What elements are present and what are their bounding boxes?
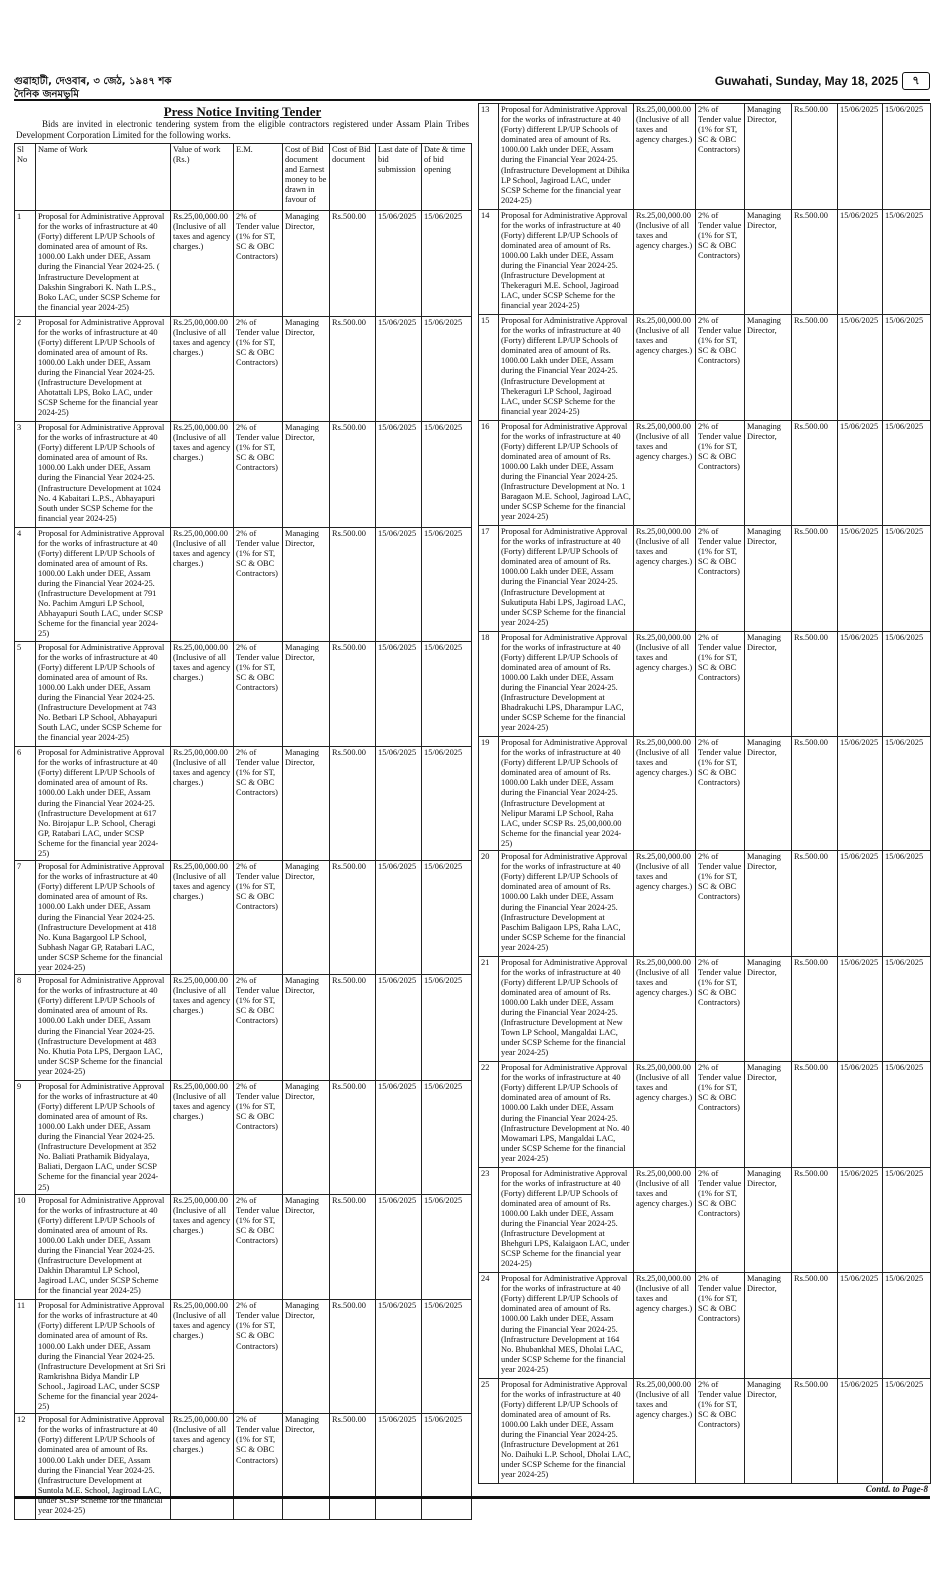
table-row <box>479 1273 931 1379</box>
cell-favour: Managing Director, <box>283 641 330 747</box>
cell-favour: Managing Director, <box>283 422 330 528</box>
cell-work: Proposal for Administrative Approval for the works of infrastructure at 40 (Forty) different LP/UP Schools of dominated area of amount of Rs. 1000.00 Lakh under DEE, Assam during the Financial Year 2024-25. (Infrastructure Development at 791 No. Pachim Amguri LP School, Abhayapuri South LAC, under SCSP Scheme for the financial year 2024-25) <box>36 527 171 641</box>
cell-em: 2% of Tender value (1% for ST, SC & OBC Contractors) <box>234 422 283 528</box>
cell-cost: Rs.500.00 <box>792 315 838 421</box>
cell-work: Proposal for Administrative Approval for the works of infrastructure at 40 (Forty) different LP/UP Schools of dominated area of amount of Rs. 1000.00 Lakh under DEE, Assam during the Financial Year 2024-25. (Infrastructure Development at 164 No. Bhubankhal MES, Dholai LAC, under SCSP Scheme for the financial year 2024-25) <box>499 1273 634 1379</box>
cell-last-date: 15/06/2025 <box>376 527 422 641</box>
cell-cost: Rs.500.00 <box>330 211 376 317</box>
cell-value: Rs.25,00,000.00 (Inclusive of all taxes and agency charges.) <box>171 211 234 317</box>
cell-opening: 15/06/2025 <box>883 737 931 851</box>
cell-value: Rs.25,00,000.00 (Inclusive of all taxes and agency charges.) <box>171 527 234 641</box>
cell-last-date: 15/06/2025 <box>376 1080 422 1194</box>
cell-sl: 20 <box>479 851 499 957</box>
table-row <box>479 737 931 851</box>
cell-opening: 15/06/2025 <box>422 861 472 975</box>
table-row <box>479 526 931 632</box>
cell-favour: Managing Director, <box>745 631 792 737</box>
cell-last-date: 15/06/2025 <box>838 1062 883 1168</box>
cell-value: Rs.25,00,000.00 (Inclusive of all taxes and agency charges.) <box>634 1167 696 1273</box>
cell-sl: 14 <box>479 209 499 315</box>
cell-value: Rs.25,00,000.00 (Inclusive of all taxes and agency charges.) <box>634 104 696 210</box>
cell-sl: 3 <box>15 422 36 528</box>
cell-cost: Rs.500.00 <box>792 1378 838 1484</box>
column-left <box>14 103 471 1520</box>
cell-opening: 15/06/2025 <box>883 315 931 421</box>
table-row <box>479 1062 931 1168</box>
cell-opening: 15/06/2025 <box>883 1273 931 1379</box>
col-header-opening: Date & time of bid opening <box>422 144 472 211</box>
cell-cost: Rs.500.00 <box>792 209 838 315</box>
cell-sl: 6 <box>15 747 36 861</box>
cell-opening: 15/06/2025 <box>883 851 931 957</box>
cell-last-date: 15/06/2025 <box>838 1378 883 1484</box>
col-header-value: Value of work (Rs.) <box>171 144 234 211</box>
cell-em: 2% of Tender value (1% for ST, SC & OBC Contractors) <box>696 1273 745 1379</box>
cell-em: 2% of Tender value (1% for ST, SC & OBC Contractors) <box>234 747 283 861</box>
cell-work: Proposal for Administrative Approval for the works of infrastructure at 40 (Forty) different LP/UP Schools of dominated area of amount of Rs. 1000.00 Lakh under DEE, Assam during the Financial Year 2024-25. (Infrastructure Development at 352 No. Baliati Prathamik Bidyalaya, Baliati, Dergaon LAC, under SCSP Scheme for the financial year 2024-25) <box>36 1080 171 1194</box>
cell-opening: 15/06/2025 <box>422 211 472 317</box>
col-header-last-date: Last date of bid submission <box>376 144 422 211</box>
table-row <box>15 747 472 861</box>
cell-em: 2% of Tender value (1% for ST, SC & OBC Contractors) <box>696 1378 745 1484</box>
cell-cost: Rs.500.00 <box>792 420 838 526</box>
table-row <box>15 861 472 975</box>
cell-work: Proposal for Administrative Approval for the works of infrastructure at 40 (Forty) different LP/UP Schools of dominated area of amount of Rs. 1000.00 Lakh under DEE, Assam during the Financial Year 2024-25. (Infrastructure Development at No. 40 Mowamari LPS, Mangaldai LAC, under SCSP Scheme for the financial year 2024-25) <box>499 1062 634 1168</box>
cell-cost: Rs.500.00 <box>330 641 376 747</box>
cell-value: Rs.25,00,000.00 (Inclusive of all taxes and agency charges.) <box>171 1080 234 1194</box>
cell-value: Rs.25,00,000.00 (Inclusive of all taxes and agency charges.) <box>171 1300 234 1414</box>
cell-work: Proposal for Administrative Approval for the works of infrastructure at 40 (Forty) different LP/UP Schools of dominated area of amount of Rs. 1000.00 Lakh under DEE, Assam during the Financial Year 2024-25. (Infrastructure Development at New Town LP School, Mangaldai LAC, under SCSP Scheme for the financial year 2024-25) <box>499 956 634 1062</box>
cell-sl: 1 <box>15 211 36 317</box>
cell-em: 2% of Tender value (1% for ST, SC & OBC Contractors) <box>234 641 283 747</box>
continued-note: Contd. to Page-8 <box>865 1484 928 1495</box>
cell-value: Rs.25,00,000.00 (Inclusive of all taxes and agency charges.) <box>171 422 234 528</box>
cell-last-date: 15/06/2025 <box>376 211 422 317</box>
cell-sl: 24 <box>479 1273 499 1379</box>
cell-last-date: 15/06/2025 <box>376 861 422 975</box>
cell-work: Proposal for Administrative Approval for the works of infrastructure at 40 (Forty) different LP/UP Schools of dominated area of amount of Rs. 1000.00 Lakh under DEE, Assam during the Financial Year 2024-25. (Infrastructure Development at Dakhin Dharamtul LP School, Jagiroad LAC, under SCSP Scheme for the financial year 2024-25) <box>36 1194 171 1300</box>
cell-last-date: 15/06/2025 <box>838 315 883 421</box>
cell-work: Proposal for Administrative Approval for the works of infrastructure at 40 (Forty) different LP/UP Schools of dominated area of amount of Rs. 1000.00 Lakh under DEE, Assam during the Financial Year 2024-25. (Infrastructure Development at Thekeraguri M.E. School, Jagiroad LAC, under SCSP Scheme for the financial year 2024-25) <box>499 209 634 315</box>
cell-favour: Managing Director, <box>745 104 792 210</box>
table-body-right <box>479 104 931 1484</box>
cell-last-date: 15/06/2025 <box>376 1300 422 1414</box>
cell-sl: 9 <box>15 1080 36 1194</box>
cell-last-date: 15/06/2025 <box>376 1194 422 1300</box>
cell-last-date: 15/06/2025 <box>838 526 883 632</box>
cell-em: 2% of Tender value (1% for ST, SC & OBC Contractors) <box>234 1194 283 1300</box>
cell-opening: 15/06/2025 <box>422 975 472 1081</box>
table-row <box>479 209 931 315</box>
cell-last-date: 15/06/2025 <box>838 851 883 957</box>
cell-sl: 12 <box>15 1414 36 1520</box>
cell-favour: Managing Director, <box>745 315 792 421</box>
cell-sl: 8 <box>15 975 36 1081</box>
cell-work: Proposal for Administrative Approval for the works of infrastructure at 40 (Forty) different LP/UP Schools of dominated area of amount of Rs. 1000.00 Lakh under DEE, Assam during the Financial Year 2024-25. (Infrastructure Development at 1024 No. 4 Kabaitari L.P.S., Abhayapuri South under SCSP Scheme for the financial year 2024-25) <box>36 422 171 528</box>
cell-cost: Rs.500.00 <box>792 1062 838 1168</box>
cell-sl: 15 <box>479 315 499 421</box>
notice-title: Press Notice Inviting Tender <box>163 104 322 119</box>
table-row <box>479 1378 931 1484</box>
cell-value: Rs.25,00,000.00 (Inclusive of all taxes and agency charges.) <box>171 1194 234 1300</box>
cell-value: Rs.25,00,000.00 (Inclusive of all taxes and agency charges.) <box>634 1062 696 1168</box>
table-row <box>15 422 472 528</box>
tender-table-left <box>14 143 472 1520</box>
cell-value: Rs.25,00,000.00 (Inclusive of all taxes and agency charges.) <box>171 747 234 861</box>
cell-favour: Managing Director, <box>745 420 792 526</box>
table-body-left <box>15 211 472 1520</box>
cell-favour: Managing Director, <box>283 211 330 317</box>
cell-favour: Managing Director, <box>745 1273 792 1379</box>
cell-value: Rs.25,00,000.00 (Inclusive of all taxes and agency charges.) <box>634 315 696 421</box>
cell-em: 2% of Tender value (1% for ST, SC & OBC Contractors) <box>696 526 745 632</box>
cell-opening: 15/06/2025 <box>422 747 472 861</box>
cell-last-date: 15/06/2025 <box>838 737 883 851</box>
cell-cost: Rs.500.00 <box>792 737 838 851</box>
table-row <box>15 1080 472 1194</box>
table-row <box>15 527 472 641</box>
cell-cost: Rs.500.00 <box>330 861 376 975</box>
cell-favour: Managing Director, <box>283 1414 330 1520</box>
cell-em: 2% of Tender value (1% for ST, SC & OBC Contractors) <box>696 315 745 421</box>
cell-cost: Rs.500.00 <box>330 1414 376 1520</box>
cell-work: Proposal for Administrative Approval for the works of infrastructure at 40 (Forty) different LP/UP Schools of dominated area of amount of Rs. 1000.00 Lakh under DEE, Assam during the Financial Year 2024-25. (Infrastructure Development at Nelipur Marami LP School, Raha LAC, under SCSP Rs. 25,00,000.00 Scheme for the financial year 2024-25) <box>499 737 634 851</box>
col-header-work: Name of Work <box>36 144 171 211</box>
cell-opening: 15/06/2025 <box>883 104 931 210</box>
cell-work: Proposal for Administrative Approval for the works of infrastructure at 40 (Forty) different LP/UP Schools of dominated area of amount of Rs. 1000.00 Lakh under DEE, Assam during the Financial Year 2024-25. (Infrastructure Development at Bhehguri LPS, Kalaigaon LAC, under SCSP Scheme for the financial year 2024-25) <box>499 1167 634 1273</box>
cell-work: Proposal for Administrative Approval for the works of infrastructure at 40 (Forty) different LP/UP Schools of dominated area of amount of Rs. 1000.00 Lakh under DEE, Assam during the Financial Year 2024-25. (Infrastructure Development at No. 1 Baragaon M.E. School, Jagiroad LAC, under SCSP Scheme for the financial year 2024-25) <box>499 420 634 526</box>
cell-last-date: 15/06/2025 <box>376 422 422 528</box>
cell-favour: Managing Director, <box>745 956 792 1062</box>
cell-last-date: 15/06/2025 <box>376 747 422 861</box>
cell-opening: 15/06/2025 <box>422 422 472 528</box>
table-row <box>15 1194 472 1300</box>
cell-favour: Managing Director, <box>745 209 792 315</box>
cell-sl: 7 <box>15 861 36 975</box>
cell-value: Rs.25,00,000.00 (Inclusive of all taxes and agency charges.) <box>634 420 696 526</box>
table-row <box>15 316 472 422</box>
cell-work: Proposal for Administrative Approval for the works of infrastructure at 40 (Forty) different LP/UP Schools of dominated area of amount of Rs. 1000.00 Lakh under DEE, Assam during the Financial Year 2024-25. (Infrastructure Development at Bhadrakuchi LPS, Dharampur LAC, under SCSP Scheme for the financial year 2024-25) <box>499 631 634 737</box>
table-row <box>479 631 931 737</box>
cell-opening: 15/06/2025 <box>883 631 931 737</box>
cell-work: Proposal for Administrative Approval for the works of infrastructure at 40 (Forty) different LP/UP Schools of dominated area of amount of Rs. 1000.00 Lakh under DEE, Assam during the Financial Year 2024-25. (Infrastructure Development at 617 No. Birojapur L.P. School, Cheragi GP, Ratabari LAC, under SCSP Scheme for the financial year 2024-25) <box>36 747 171 861</box>
cell-em: 2% of Tender value (1% for ST, SC & OBC Contractors) <box>696 1062 745 1168</box>
date-bengali: গুৱাহাটী, দেওবাৰ, ৩ জেঠ, ১৯৪৭ শক <box>14 76 172 87</box>
cell-sl: 25 <box>479 1378 499 1484</box>
table-row <box>15 641 472 747</box>
cell-favour: Managing Director, <box>283 316 330 422</box>
cell-value: Rs.25,00,000.00 (Inclusive of all taxes and agency charges.) <box>634 1273 696 1379</box>
cell-work: Proposal for Administrative Approval for the works of infrastructure at 40 (Forty) different LP/UP Schools of dominated area of amount of Rs. 1000.00 Lakh under DEE, Assam during the Financial Year 2024-25. (Infrastructure Development at Ahotattali LPS, Boko LAC, under SCSP Scheme for the financial year 2024-25) <box>36 316 171 422</box>
cell-favour: Managing Director, <box>283 975 330 1081</box>
cell-cost: Rs.500.00 <box>792 851 838 957</box>
cell-favour: Managing Director, <box>745 1378 792 1484</box>
cell-sl: 11 <box>15 1300 36 1414</box>
table-row <box>479 315 931 421</box>
cell-opening: 15/06/2025 <box>422 527 472 641</box>
cell-sl: 4 <box>15 527 36 641</box>
cell-value: Rs.25,00,000.00 (Inclusive of all taxes and agency charges.) <box>634 851 696 957</box>
cell-favour: Managing Director, <box>745 526 792 632</box>
table-row <box>15 975 472 1081</box>
cell-last-date: 15/06/2025 <box>838 1273 883 1379</box>
cell-em: 2% of Tender value (1% for ST, SC & OBC Contractors) <box>234 1414 283 1520</box>
cell-em: 2% of Tender value (1% for ST, SC & OBC Contractors) <box>234 975 283 1081</box>
cell-work: Proposal for Administrative Approval for the works of infrastructure at 40 (Forty) different LP/UP Schools of dominated area of amount of Rs. 1000.00 Lakh under DEE, Assam during the Financial Year 2024-25. (Infrastructure Development at Thekeraguri LP School, Jagiroad LAC, under SCSP Scheme for the financial year 2024-25) <box>499 315 634 421</box>
cell-em: 2% of Tender value (1% for ST, SC & OBC Contractors) <box>696 737 745 851</box>
cell-value: Rs.25,00,000.00 (Inclusive of all taxes and agency charges.) <box>171 641 234 747</box>
cell-value: Rs.25,00,000.00 (Inclusive of all taxes and agency charges.) <box>634 526 696 632</box>
cell-favour: Managing Director, <box>745 1062 792 1168</box>
cell-opening: 15/06/2025 <box>422 316 472 422</box>
cell-em: 2% of Tender value (1% for ST, SC & OBC Contractors) <box>234 1300 283 1414</box>
cell-em: 2% of Tender value (1% for ST, SC & OBC Contractors) <box>696 631 745 737</box>
cell-last-date: 15/06/2025 <box>838 104 883 210</box>
cell-value: Rs.25,00,000.00 (Inclusive of all taxes and agency charges.) <box>634 737 696 851</box>
col-header-sl: Sl No <box>15 144 36 211</box>
cell-cost: Rs.500.00 <box>792 1167 838 1273</box>
cell-value: Rs.25,00,000.00 (Inclusive of all taxes and agency charges.) <box>171 1414 234 1520</box>
cell-cost: Rs.500.00 <box>330 747 376 861</box>
date-english: Guwahati, Sunday, May 18, 2025 <box>714 74 898 88</box>
cell-value: Rs.25,00,000.00 (Inclusive of all taxes and agency charges.) <box>634 209 696 315</box>
cell-last-date: 15/06/2025 <box>376 1414 422 1520</box>
cell-last-date: 15/06/2025 <box>838 631 883 737</box>
cell-opening: 15/06/2025 <box>883 420 931 526</box>
cell-opening: 15/06/2025 <box>422 1080 472 1194</box>
cell-cost: Rs.500.00 <box>330 316 376 422</box>
paper-name: দৈনিক জনমভূমি <box>14 89 79 100</box>
table-row <box>15 1414 472 1520</box>
table-row <box>479 851 931 957</box>
cell-sl: 21 <box>479 956 499 1062</box>
table-row <box>15 211 472 317</box>
cell-last-date: 15/06/2025 <box>838 1167 883 1273</box>
table-row <box>479 104 931 210</box>
cell-favour: Managing Director, <box>283 861 330 975</box>
cell-em: 2% of Tender value (1% for ST, SC & OBC Contractors) <box>696 851 745 957</box>
cell-favour: Managing Director, <box>283 1300 330 1414</box>
cell-em: 2% of Tender value (1% for ST, SC & OBC Contractors) <box>234 527 283 641</box>
cell-value: Rs.25,00,000.00 (Inclusive of all taxes and agency charges.) <box>171 861 234 975</box>
cell-favour: Managing Director, <box>745 851 792 957</box>
cell-cost: Rs.500.00 <box>792 104 838 210</box>
cell-last-date: 15/06/2025 <box>838 956 883 1062</box>
cell-cost: Rs.500.00 <box>330 1080 376 1194</box>
cell-last-date: 15/06/2025 <box>838 209 883 315</box>
cell-work: Proposal for Administrative Approval for the works of infrastructure at 40 (Forty) different LP/UP Schools of dominated area of amount of Rs. 1000.00 Lakh under DEE, Assam during the Financial Year 2024-25. (Infrastructure Development at Suntola M.E. School, Jagiroad LAC, under SCSP Scheme for the financial year 2024-25) <box>36 1414 171 1520</box>
cell-work: Proposal for Administrative Approval for the works of infrastructure at 40 (Forty) different LP/UP Schools of dominated area of amount of Rs. 1000.00 Lakh under DEE, Assam during the Financial Year 2024-25. (Infrastructure Development at Paschim Baligaon LPS, Raha LAC, under SCSP Scheme for the financial year 2024-25) <box>499 851 634 957</box>
cell-em: 2% of Tender value (1% for ST, SC & OBC Contractors) <box>696 209 745 315</box>
cell-work: Proposal for Administrative Approval for the works of infrastructure at 40 (Forty) different LP/UP Schools of dominated area of amount of Rs. 1000.00 Lakh under DEE, Assam during the Financial Year 2024-25. (Infrastructure Development at 261 No. Daihuki L.P. School, Dholai LAC, under SCSP Scheme for the financial year 2024-25) <box>499 1378 634 1484</box>
cell-favour: Managing Director, <box>745 737 792 851</box>
footer-rule <box>14 1496 930 1499</box>
cell-work: Proposal for Administrative Approval for the works of infrastructure at 40 (Forty) different LP/UP Schools of dominated area of amount of Rs. 1000.00 Lakh under DEE, Assam during the Financial Year 2024-25. (Infrastructure Development at 418 No. Kuna Bagargool LP School, Subhash Nagar GP, Ratabari LAC, under SCSP Scheme for the financial year 2024-25) <box>36 861 171 975</box>
cell-sl: 23 <box>479 1167 499 1273</box>
col-header-favour: Cost of Bid document and Earnest money to be drawn in favour of <box>283 144 330 211</box>
cell-work: Proposal for Administrative Approval for the works of infrastructure at 40 (Forty) different LP/UP Schools of dominated area of amount of Rs. 1000.00 Lakh under DEE, Assam during the Financial Year 2024-25. (Infrastructure Development at Sri Sri Ramkrishna Bidya Mandir LP School., Jagiroad LAC, under SCSP Scheme for the financial year 2024-25) <box>36 1300 171 1414</box>
cell-opening: 15/06/2025 <box>883 1378 931 1484</box>
cell-last-date: 15/06/2025 <box>376 975 422 1081</box>
table-row <box>15 1300 472 1414</box>
cell-work: Proposal for Administrative Approval for the works of infrastructure at 40 (Forty) different LP/UP Schools of dominated area of amount of Rs. 1000.00 Lakh under DEE, Assam during the Financial Year 2024-25. (Infrastructure Development at Sukutiputa Habi LPS, Jagiroad LAC, under SCSP Scheme for the financial year 2024-25) <box>499 526 634 632</box>
cell-cost: Rs.500.00 <box>330 422 376 528</box>
cell-favour: Managing Director, <box>283 747 330 861</box>
cell-last-date: 15/06/2025 <box>838 420 883 526</box>
cell-cost: Rs.500.00 <box>330 1300 376 1414</box>
cell-favour: Managing Director, <box>283 1194 330 1300</box>
table-row <box>479 1167 931 1273</box>
cell-sl: 13 <box>479 104 499 210</box>
col-header-cost: Cost of Bid document <box>330 144 376 211</box>
cell-work: Proposal for Administrative Approval for the works of infrastructure at 40 (Forty) different LP/UP Schools of dominated area of amount of Rs. 1000.00 Lakh under DEE, Assam during the Financial Year 2024-25. ( Infrastructure Development at Dakshin Singrabori K. Nath L.P.S., Boko LAC, under SCSP Scheme for the financial year 2024-25) <box>36 211 171 317</box>
cell-favour: Managing Director, <box>283 527 330 641</box>
cell-em: 2% of Tender value (1% for ST, SC & OBC Contractors) <box>696 1167 745 1273</box>
cell-value: Rs.25,00,000.00 (Inclusive of all taxes and agency charges.) <box>171 975 234 1081</box>
cell-work: Proposal for Administrative Approval for the works of infrastructure at 40 (Forty) different LP/UP Schools of dominated area of amount of Rs. 1000.00 Lakh under DEE, Assam during the Financial Year 2024-25. (Infrastructure Development at Dihika LP School, Jagiroad LAC, under SCSP Scheme for the financial year 2024-25) <box>499 104 634 210</box>
cell-sl: 17 <box>479 526 499 632</box>
cell-cost: Rs.500.00 <box>792 956 838 1062</box>
cell-em: 2% of Tender value (1% for ST, SC & OBC Contractors) <box>696 956 745 1062</box>
cell-em: 2% of Tender value (1% for ST, SC & OBC Contractors) <box>234 861 283 975</box>
cell-opening: 15/06/2025 <box>422 1194 472 1300</box>
cell-favour: Managing Director, <box>283 1080 330 1194</box>
cell-em: 2% of Tender value (1% for ST, SC & OBC Contractors) <box>234 1080 283 1194</box>
cell-value: Rs.25,00,000.00 (Inclusive of all taxes and agency charges.) <box>171 316 234 422</box>
cell-cost: Rs.500.00 <box>330 527 376 641</box>
tender-table-right <box>478 103 931 1484</box>
cell-value: Rs.25,00,000.00 (Inclusive of all taxes and agency charges.) <box>634 631 696 737</box>
cell-cost: Rs.500.00 <box>330 1194 376 1300</box>
cell-sl: 22 <box>479 1062 499 1168</box>
column-right <box>478 103 930 1495</box>
cell-sl: 18 <box>479 631 499 737</box>
cell-opening: 15/06/2025 <box>422 1300 472 1414</box>
cell-opening: 15/06/2025 <box>883 1062 931 1168</box>
cell-cost: Rs.500.00 <box>792 1273 838 1379</box>
cell-cost: Rs.500.00 <box>330 975 376 1081</box>
cell-cost: Rs.500.00 <box>792 526 838 632</box>
cell-opening: 15/06/2025 <box>883 526 931 632</box>
cell-em: 2% of Tender value (1% for ST, SC & OBC Contractors) <box>234 316 283 422</box>
cell-opening: 15/06/2025 <box>883 1167 931 1273</box>
cell-sl: 5 <box>15 641 36 747</box>
cell-sl: 10 <box>15 1194 36 1300</box>
page-number: ৭ <box>902 72 930 90</box>
masthead <box>14 74 930 100</box>
cell-em: 2% of Tender value (1% for ST, SC & OBC Contractors) <box>234 211 283 317</box>
cell-favour: Managing Director, <box>745 1167 792 1273</box>
cell-opening: 15/06/2025 <box>422 1414 472 1520</box>
header-rule <box>14 99 930 101</box>
cell-value: Rs.25,00,000.00 (Inclusive of all taxes and agency charges.) <box>634 956 696 1062</box>
notice-intro: Bids are invited in electronic tendering system from the eligible contractors registered under Assam Plain Tribes Development Corporation Limited for the following works. <box>16 119 469 140</box>
cell-sl: 19 <box>479 737 499 851</box>
cell-work: Proposal for Administrative Approval for the works of infrastructure at 40 (Forty) different LP/UP Schools of dominated area of amount of Rs. 1000.00 Lakh under DEE, Assam during the Financial Year 2024-25. (Infrastructure Development at 483 No. Khutia Pota LPS, Dergaon LAC, under SCSP Scheme for the financial year 2024-25) <box>36 975 171 1081</box>
cell-cost: Rs.500.00 <box>792 631 838 737</box>
table-row <box>479 956 931 1062</box>
cell-last-date: 15/06/2025 <box>376 316 422 422</box>
cell-sl: 16 <box>479 420 499 526</box>
cell-work: Proposal for Administrative Approval for the works of infrastructure at 40 (Forty) different LP/UP Schools of dominated area of amount of Rs. 1000.00 Lakh under DEE, Assam during the Financial Year 2024-25. (Infrastructure Development at 743 No. Betbari LP School, Abhayapuri South LAC, under SCSP Scheme for the financial year 2024-25) <box>36 641 171 747</box>
cell-value: Rs.25,00,000.00 (Inclusive of all taxes and agency charges.) <box>634 1378 696 1484</box>
cell-opening: 15/06/2025 <box>422 641 472 747</box>
cell-last-date: 15/06/2025 <box>376 641 422 747</box>
cell-opening: 15/06/2025 <box>883 209 931 315</box>
cell-em: 2% of Tender value (1% for ST, SC & OBC Contractors) <box>696 104 745 210</box>
cell-sl: 2 <box>15 316 36 422</box>
col-header-em: E.M. <box>234 144 283 211</box>
cell-em: 2% of Tender value (1% for ST, SC & OBC Contractors) <box>696 420 745 526</box>
cell-opening: 15/06/2025 <box>883 956 931 1062</box>
table-row <box>479 420 931 526</box>
table-header-row <box>15 144 472 211</box>
